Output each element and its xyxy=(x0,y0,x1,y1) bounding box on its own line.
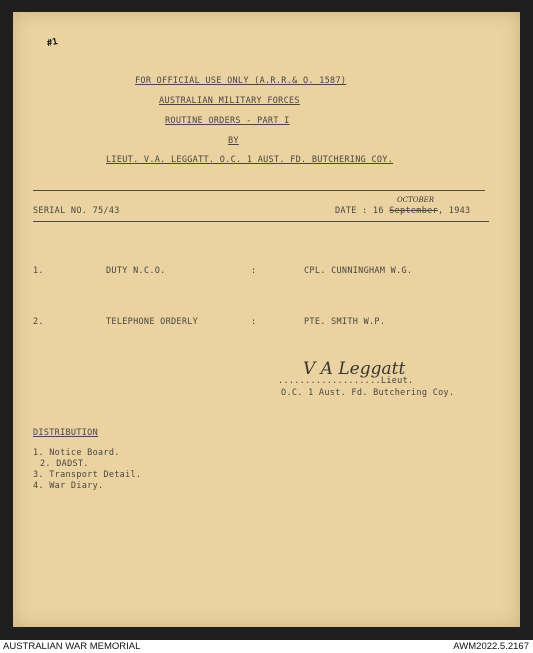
order-duty: TELEPHONE ORDERLY xyxy=(106,317,199,327)
header-line-4: BY xyxy=(228,136,239,146)
order-separator: : xyxy=(251,266,257,276)
footer-institution: AUSTRALIAN WAR MEMORIAL xyxy=(3,641,141,652)
bottom-rule xyxy=(33,221,489,222)
date-handwritten-month: OCTOBER xyxy=(397,196,435,204)
footer-accession-number: AWM2022.5.2167 xyxy=(453,641,529,652)
order-duty: DUTY N.C.O. xyxy=(106,266,166,276)
date-struck-month: September xyxy=(389,206,438,216)
order-date xyxy=(335,206,470,216)
corner-mark: #1 xyxy=(46,36,59,50)
distribution-item: 3. Transport Detail. xyxy=(33,470,142,480)
order-number: 2. xyxy=(33,317,44,327)
header-line-1: FOR OFFICIAL USE ONLY (A.R.R.& O. 1587) xyxy=(135,76,347,86)
order-assignee: PTE. SMITH W.P. xyxy=(304,317,386,327)
date-year: , 1943 xyxy=(437,206,471,216)
serial-number: SERIAL NO. 75/43 xyxy=(33,206,120,216)
signature-handwritten: V A Leggatt xyxy=(303,359,406,379)
document-page xyxy=(13,12,520,627)
date-prefix: DATE : 16 xyxy=(335,206,384,216)
order-separator: : xyxy=(251,317,257,327)
distribution-item: 4. War Diary. xyxy=(33,481,104,491)
distribution-heading: DISTRIBUTION xyxy=(33,428,99,438)
signature-title: O.C. 1 Aust. Fd. Butchering Coy. xyxy=(281,388,455,398)
signature-line: ...................Lieut. xyxy=(278,376,414,386)
distribution-item: 2. DADST. xyxy=(40,459,89,469)
order-number: 1. xyxy=(33,266,44,276)
top-rule xyxy=(33,190,485,191)
footer-bar xyxy=(0,640,533,653)
order-assignee: CPL. CUNNINGHAM W.G. xyxy=(304,266,413,276)
header-line-5: LIEUT. V.A. LEGGATT. O.C. 1 AUST. FD. BUTCHERING COY. xyxy=(106,155,394,165)
header-line-2: AUSTRALIAN MILITARY FORCES xyxy=(159,96,300,106)
header-line-3: ROUTINE ORDERS - PART I xyxy=(165,116,290,126)
distribution-item: 1. Notice Board. xyxy=(33,448,120,458)
